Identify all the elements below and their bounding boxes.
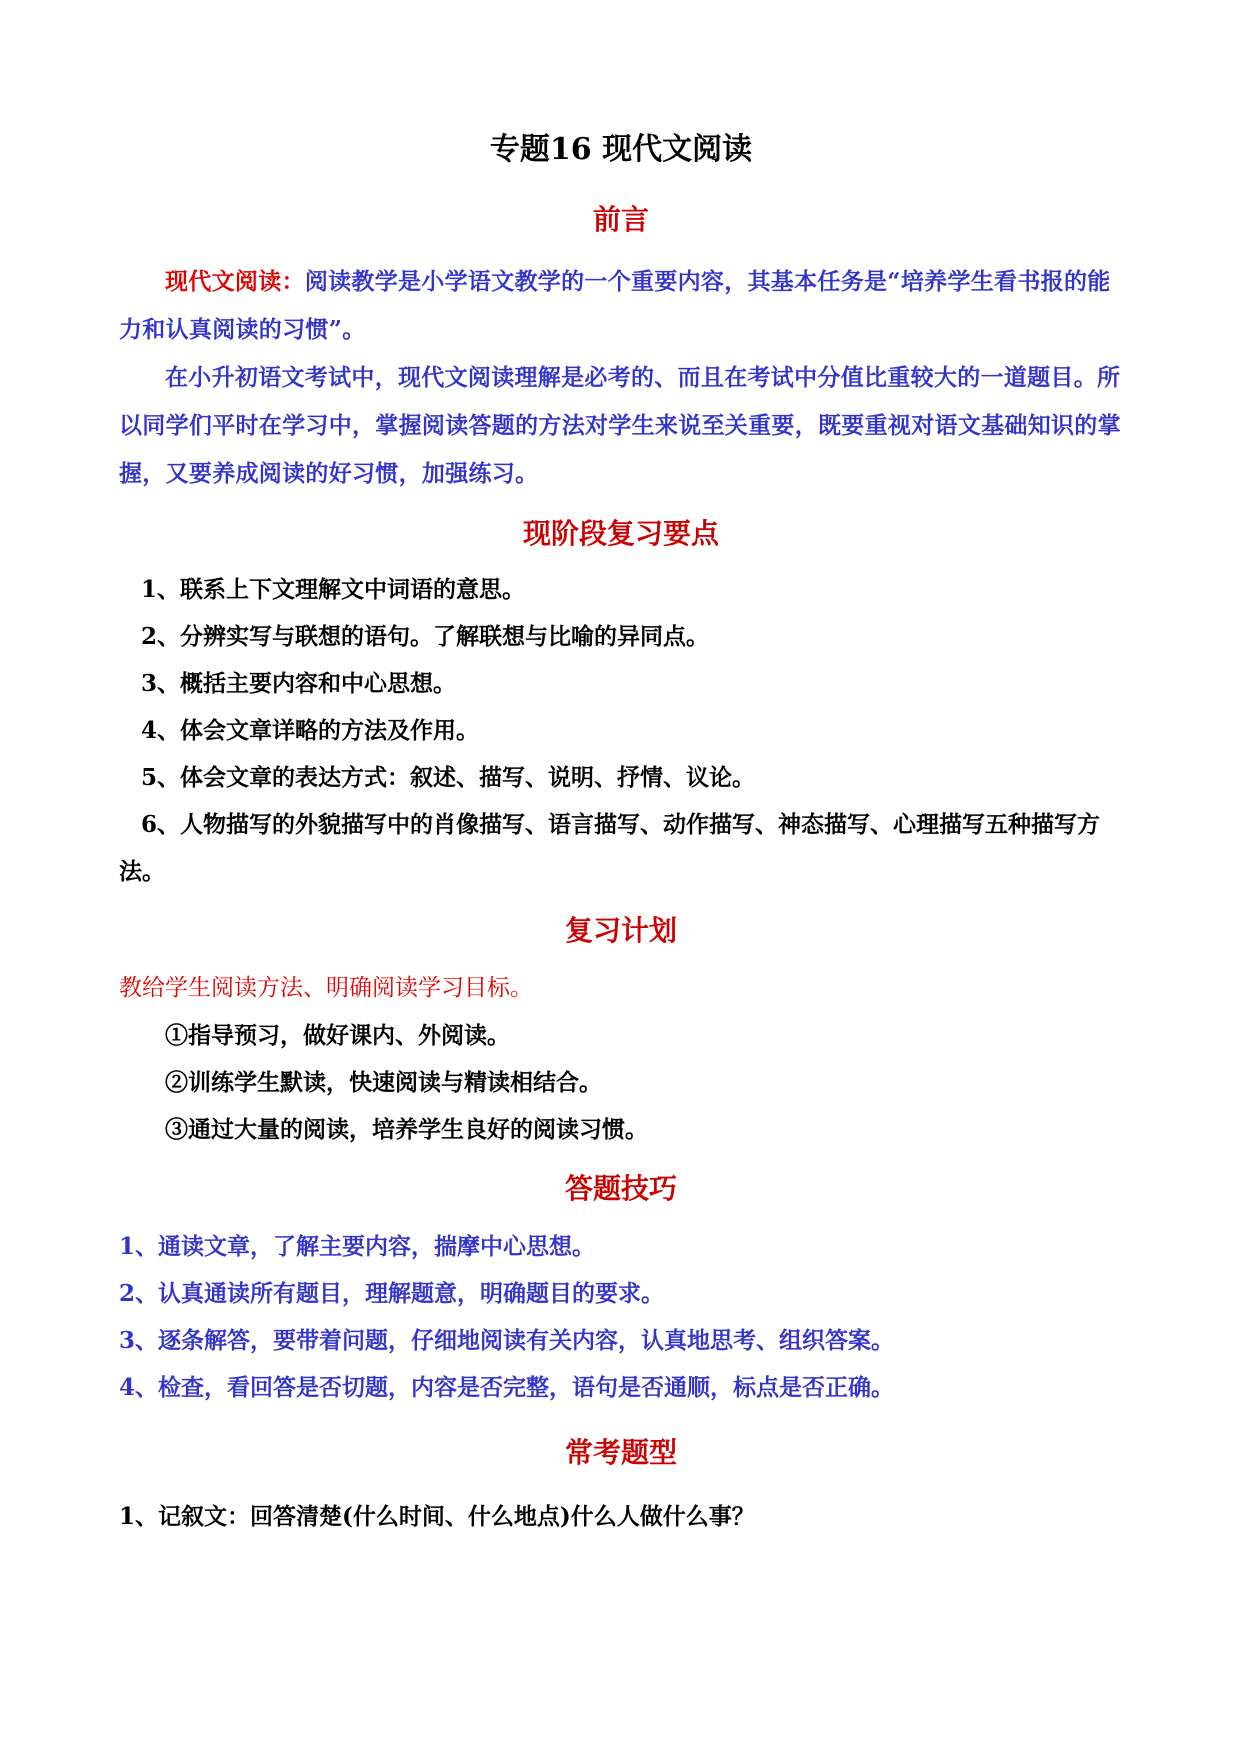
preface-p1-text: 阅读教学是小学语文教学的一个重要内容，其基本任务是“培养学生看书报的能力和认真阅读的习惯”。: [119, 268, 1111, 343]
review-plan-list: [119, 1012, 1123, 1153]
list-item: ②训练学生默读，快速阅读与精读相结合。: [165, 1069, 602, 1096]
list-item: 1、通读文章，了解主要内容，揣摩中心思想。: [119, 1233, 596, 1260]
heading-review-points: 现阶段复习要点: [522, 517, 719, 550]
question-types-list: [119, 1493, 1123, 1540]
list-item: ③通过大量的阅读，培养学生良好的阅读习惯。: [165, 1116, 648, 1143]
page-title: 专题16 现代文阅读: [489, 132, 753, 167]
list-item: 2、认真通读所有题目，理解题意，明确题目的要求。: [119, 1280, 665, 1307]
document-page: [119, 128, 1123, 1540]
review-points-list: [119, 566, 1123, 895]
list-item: 3、概括主要内容和中心思想。: [141, 670, 457, 697]
list-item: 5、体会文章的表达方式：叙述、描写、说明、抒情、议论。: [141, 764, 756, 791]
preface-paragraph-2: 在小升初语文考试中，现代文阅读理解是必考的、而且在考试中分值比重较大的一道题目。所以同学们平时在学习中，掌握阅读答题的方法对学生来说至关重要，既要重视对语文基础知识的掌握，又要养成阅读的好习惯，加强练习。: [119, 364, 1121, 487]
preface-paragraph-1: [119, 258, 1123, 354]
list-item: 4、检查，看回答是否切题，内容是否完整，语句是否通顺，标点是否正确。: [119, 1374, 895, 1401]
tips-list: [119, 1223, 1123, 1411]
list-item: ①指导预习，做好课内、外阅读。: [165, 1022, 510, 1049]
heading-review-plan: 复习计划: [564, 914, 677, 947]
heading-question-types: 常考题型: [564, 1436, 677, 1469]
heading-preface: 前言: [592, 203, 649, 236]
list-item: 2、分辨实写与联想的语句。了解联想与比喻的异同点。: [141, 623, 710, 650]
list-item: 4、体会文章详略的方法及作用。: [141, 717, 480, 744]
list-item: 6、人物描写的外貌描写中的肖像描写、语言描写、动作描写、神态描写、心理描写五种描写方法。: [119, 811, 1101, 885]
preface-lead: 现代文阅读：: [165, 268, 305, 295]
list-item: 1、记叙文：回答清楚(什么时间、什么地点)什么人做什么事？: [119, 1503, 755, 1530]
list-item: 1、联系上下文理解文中词语的意思。: [141, 576, 526, 603]
list-item: 3、逐条解答，要带着问题，仔细地阅读有关内容，认真地思考、组织答案。: [119, 1327, 895, 1354]
heading-tips: 答题技巧: [564, 1172, 677, 1205]
review-plan-lead: 教给学生阅读方法、明确阅读学习目标。: [119, 975, 533, 1001]
